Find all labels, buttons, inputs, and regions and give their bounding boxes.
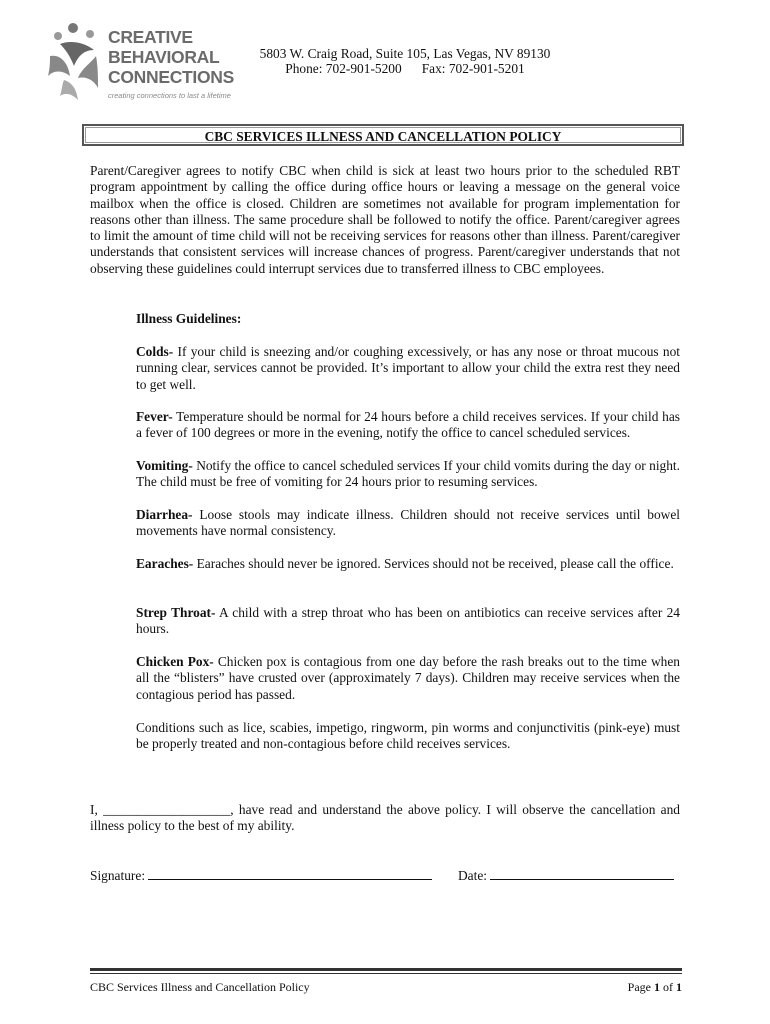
guideline-term: Diarrhea- xyxy=(136,507,193,522)
guideline-text: Earaches should never be ignored. Services should not be received, please call the office. xyxy=(193,556,674,571)
guideline-text: If your child is sneezing and/or coughing excessively, or has any nose or throat mucous not running clear, services cannot be provided. It’s important to allow your child the extra rest they need to get well. xyxy=(136,344,680,392)
footer-rule-thin xyxy=(90,973,682,974)
page-prefix: Page xyxy=(627,980,654,994)
guidelines-heading: Illness Guidelines: xyxy=(136,311,242,326)
document-title: CBC SERVICES ILLNESS AND CANCELLATION POLICY xyxy=(82,124,684,146)
guideline-colds xyxy=(136,344,680,393)
page-of: of xyxy=(660,980,676,994)
signature-line[interactable] xyxy=(148,867,432,880)
fax-number: Fax: 702-901-5201 xyxy=(421,61,525,76)
page-current: 1 xyxy=(654,980,660,994)
page-total: 1 xyxy=(676,980,682,994)
guideline-chicken-pox xyxy=(136,654,680,703)
guideline-term: Colds- xyxy=(136,344,174,359)
guideline-diarrhea xyxy=(136,507,680,540)
logo-tagline: creating connections to last a lifetime xyxy=(108,91,231,100)
guideline-text: A child with a strep throat who has been on antibiotics can receive services after 24 hours. xyxy=(136,605,680,637)
footer-rule xyxy=(90,968,682,971)
contact-line xyxy=(220,61,590,77)
signature-label: Signature: xyxy=(90,868,146,883)
company-logo xyxy=(40,20,235,106)
logo-word-connections: CONNECTIONS xyxy=(108,67,235,87)
logo-word-behavioral: BEHAVIORAL xyxy=(108,47,220,67)
logo-figures-icon xyxy=(40,20,110,106)
guideline-text: Loose stools may indicate illness. Children should not receive services until bowel movements have normal consistency. xyxy=(136,507,680,539)
guideline-term: Vomiting- xyxy=(136,458,193,473)
guideline-text: Temperature should be normal for 24 hours before a child receives services. If your child has a fever of 100 degrees or more in the evening, notify the office to cancel scheduled services. xyxy=(136,409,680,441)
guideline-vomiting xyxy=(136,458,680,491)
guideline-strep-throat xyxy=(136,605,680,638)
footer-title: CBC Services Illness and Cancellation Policy xyxy=(90,980,310,994)
guideline-earaches xyxy=(136,556,680,572)
guideline-text: Chicken pox is contagious from one day before the rash breaks out to the time when all the “blisters” have crusted over (approximately 7 days). Children may receive services when the contagious period has passed. xyxy=(136,654,681,702)
page-number xyxy=(628,979,682,995)
date-field xyxy=(458,867,674,884)
signature-field xyxy=(90,867,432,884)
guideline-term: Chicken Pox- xyxy=(136,654,214,669)
phone-number: Phone: 702-901-5200 xyxy=(285,61,402,76)
date-line[interactable] xyxy=(490,867,674,880)
guideline-term: Earaches- xyxy=(136,556,194,571)
logo-word-creative: CREATIVE xyxy=(108,27,193,47)
acknowledgement-paragraph: I, ___________________, have read and understand the above policy. I will observe the cancellation and illness policy to the best of my ability. xyxy=(90,802,680,834)
conditions-paragraph: Conditions such as lice, scabies, impetigo, ringworm, pin worms and conjunctivitis (pink-eye) must be properly treated and non-contagious before child receives services. xyxy=(136,720,680,752)
guideline-fever xyxy=(136,409,680,442)
guideline-text: Notify the office to cancel scheduled services If your child vomits during the day or night. The child must be free of vomiting for 24 hours prior to resuming services. xyxy=(136,458,680,490)
guideline-term: Fever- xyxy=(136,409,173,424)
intro-paragraph: Parent/Caregiver agrees to notify CBC when child is sick at least two hours prior to the scheduled RBT program appointment by calling the office during office hours or leaving a message on the general voice mailbox when the office is closed. Children are sometimes not available for program implementation for reasons other than illness. The same procedure shall be followed to notify the office. Parent/caregiver agrees to limit the amount of time child will not be receiving services for reasons other than illness. Parent/caregiver understands that consistent services will increase chances of progress. Parent/caregiver understands that not observing these guidelines could interrupt services due to transferred illness to CBC employees. xyxy=(90,163,680,276)
address-line: 5803 W. Craig Road, Suite 105, Las Vegas, NV 89130 xyxy=(259,46,551,61)
guideline-term: Strep Throat- xyxy=(136,605,216,620)
date-label: Date: xyxy=(458,868,487,883)
